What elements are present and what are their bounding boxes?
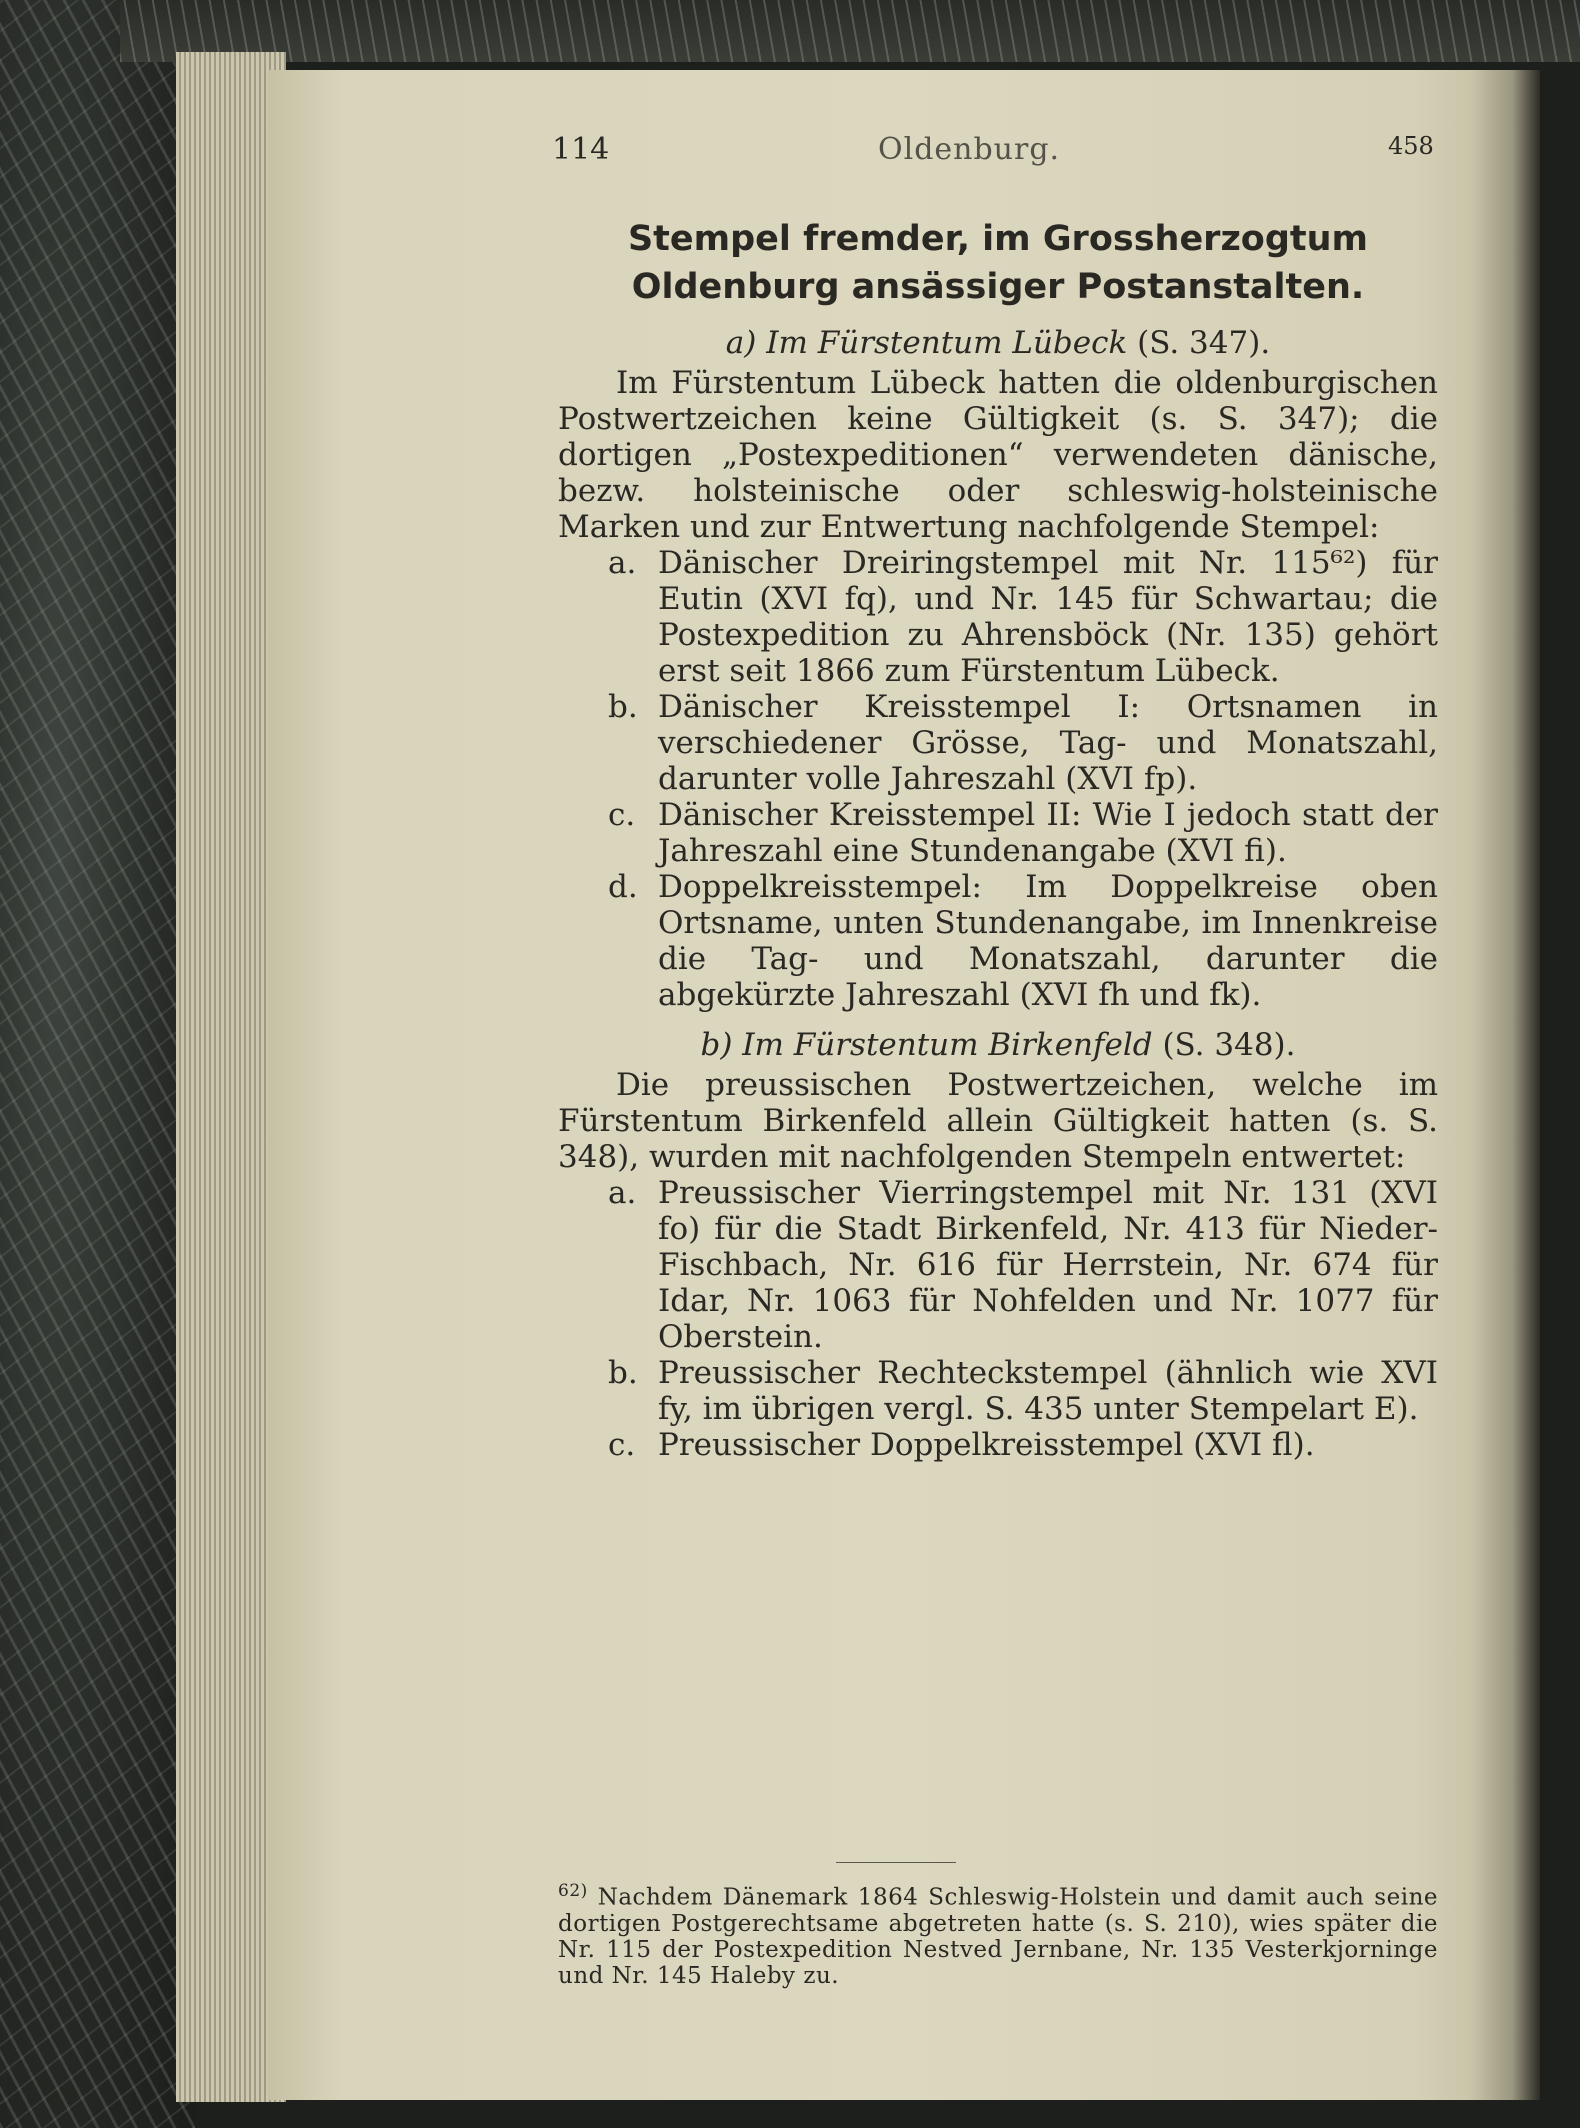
book-page <box>268 70 1540 2100</box>
list-item-text: Preussischer Rechteckstempel (ähnlich wie XVI fy, im übrigen vergl. S. 435 unter Stempelart E). <box>658 1355 1438 1427</box>
footnote-divider <box>836 1862 956 1863</box>
list-item-text: Dänischer Kreisstempel II: Wie I jedoch statt der Jahreszahl eine Stundenangabe (XVI fi). <box>658 797 1438 869</box>
intro-a: Im Fürstentum Lübeck hatten die oldenburgischen Postwertzeichen keine Gültigkeit (s. S. 347); die dortigen „Postexpeditionen“ verwendeten dänische, bezw. holsteinische oder schleswig-holsteinische Marken und zur Entwertung nachfolgende Stempel: <box>558 365 1438 545</box>
list-item-text: Doppelkreisstempel: Im Doppelkreise oben Ortsname, unten Stundenangabe, im Innenkreise die Tag- und Monatszahl, darunter die abgekürzte Jahreszahl (XVI fh und fk). <box>658 869 1438 1013</box>
list-marker: d. <box>608 869 638 905</box>
page-gutter <box>1470 70 1540 2100</box>
list-item-b-b <box>558 1355 1438 1427</box>
page-number: 114 <box>552 132 610 167</box>
list-item-text: Preussischer Doppelkreisstempel (XVI fl). <box>658 1427 1315 1463</box>
list-item-b-a <box>558 1175 1438 1355</box>
list-marker: c. <box>608 1427 636 1463</box>
list-marker: c. <box>608 797 636 833</box>
subhead-a <box>558 325 1438 361</box>
list-item-a-b <box>558 689 1438 797</box>
footnote-text: Nachdem Dänemark 1864 Schleswig-Holstein und damit auch seine dortigen Postgerechtsame abgetreten hatte (s. S. 210), wies später die Nr. 115 der Postexpedition Nestved Jernbane, Nr. 135 Vesterkjorninge und Nr. 145 Haleby zu. <box>558 1884 1439 1989</box>
book-cover-left <box>0 0 195 2128</box>
list-marker: b. <box>608 1355 638 1391</box>
book-cover-top <box>120 0 1580 62</box>
subhead-b-label: b) Im Fürstentum Birkenfeld <box>700 1027 1153 1063</box>
subhead-b-ref: (S. 348). <box>1162 1027 1296 1063</box>
list-marker: b. <box>608 689 638 725</box>
subhead-a-ref: (S. 347). <box>1137 325 1271 361</box>
subhead-a-label: a) Im Fürstentum Lübeck <box>725 325 1128 361</box>
stamped-number: 458 <box>1388 132 1434 160</box>
list-item-text: Dänischer Kreisstempel I: Ortsnamen in verschiedener Grösse, Tag- und Monatszahl, darunter volle Jahreszahl (XVI fp). <box>658 689 1438 797</box>
list-item-text: Dänischer Dreiringstempel mit Nr. 115⁶²) für Eutin (XVI fq), und Nr. 145 für Schwartau; die Postexpedition zu Ahrensböck (Nr. 135) gehört erst seit 1866 zum Fürstentum Lübeck. <box>658 545 1438 689</box>
running-head: Oldenburg. <box>878 132 1061 167</box>
list-item-b-c <box>558 1427 1438 1463</box>
intro-b: Die preussischen Postwertzeichen, welche im Fürstentum Birkenfeld allein Gültigkeit hatten (s. S. 348), wurden mit nachfolgenden Stempeln entwertet: <box>558 1067 1438 1175</box>
section-heading: Stempel fremder, im Grossherzogtum Oldenburg ansässiger Postanstalten. <box>627 219 1369 307</box>
body-text <box>558 215 1438 1463</box>
list-item-a-a <box>558 545 1438 689</box>
list-marker: a. <box>608 545 637 581</box>
list-item-text: Preussischer Vierringstempel mit Nr. 131 (XVI fo) für die Stadt Birkenfeld, Nr. 413 für Nieder-Fischbach, Nr. 616 für Herrstein, Nr. 674 für Idar, Nr. 1063 für Nohfelden und Nr. 1077 für Oberstein. <box>658 1175 1438 1355</box>
footnote-marker: 62) <box>558 1881 588 1901</box>
list-item-a-d <box>558 869 1438 1013</box>
list-item-a-c <box>558 797 1438 869</box>
footnote <box>558 1878 1438 1989</box>
list-marker: a. <box>608 1175 637 1211</box>
subhead-b <box>558 1027 1438 1063</box>
